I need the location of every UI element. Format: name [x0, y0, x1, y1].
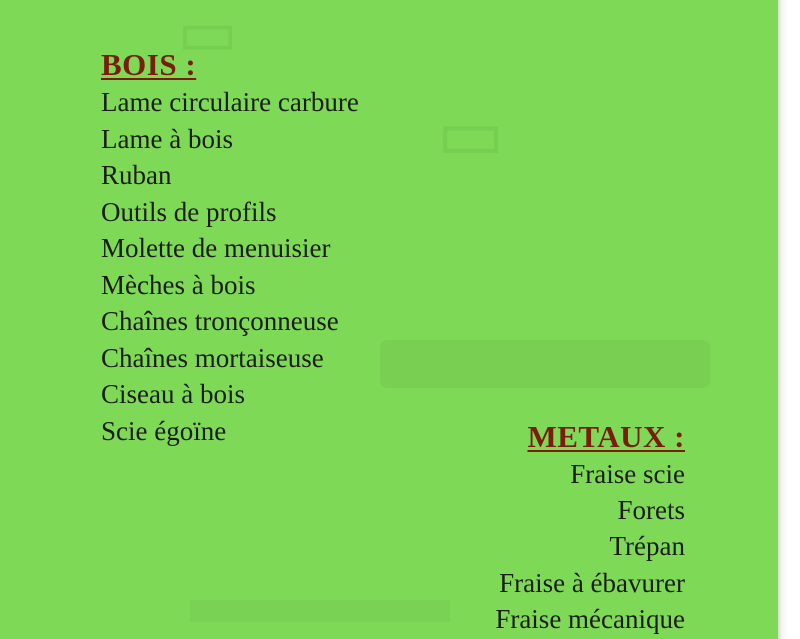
bois-list	[101, 84, 359, 449]
show-through-mark: ▯	[436, 120, 516, 160]
bois-item: Molette de menuisier	[101, 233, 331, 263]
metaux-item: Fraise scie	[570, 459, 685, 489]
metaux-item: Fraise mécanique	[495, 603, 685, 634]
show-through-band	[190, 600, 450, 622]
bois-item: Outils de profils	[101, 196, 277, 227]
bois-item: Chaînes tronçonneuse	[101, 306, 339, 336]
bois-item: Mèches à bois	[101, 269, 256, 300]
bois-item: Scie égoïne	[101, 415, 227, 446]
show-through-band	[380, 340, 710, 388]
metaux-section	[495, 418, 685, 637]
metaux-item: Trépan	[609, 531, 685, 562]
bois-item: Lame à bois	[101, 123, 233, 154]
scan-margin	[778, 0, 800, 639]
bois-heading: BOIS :	[101, 47, 197, 82]
bois-section	[101, 46, 359, 449]
bois-item: Ruban	[101, 160, 172, 190]
bois-item: Ciseau à bois	[101, 379, 245, 409]
bois-item: Lame circulaire carbure	[101, 87, 359, 117]
show-through-mark: ▯	[177, 20, 248, 56]
metaux-item: Fraise à ébavurer	[499, 567, 685, 598]
metaux-list	[495, 456, 685, 637]
metaux-item: Forets	[617, 495, 685, 526]
metaux-heading: METAUX :	[527, 419, 685, 454]
bois-item: Chaînes mortaiseuse	[101, 342, 324, 373]
